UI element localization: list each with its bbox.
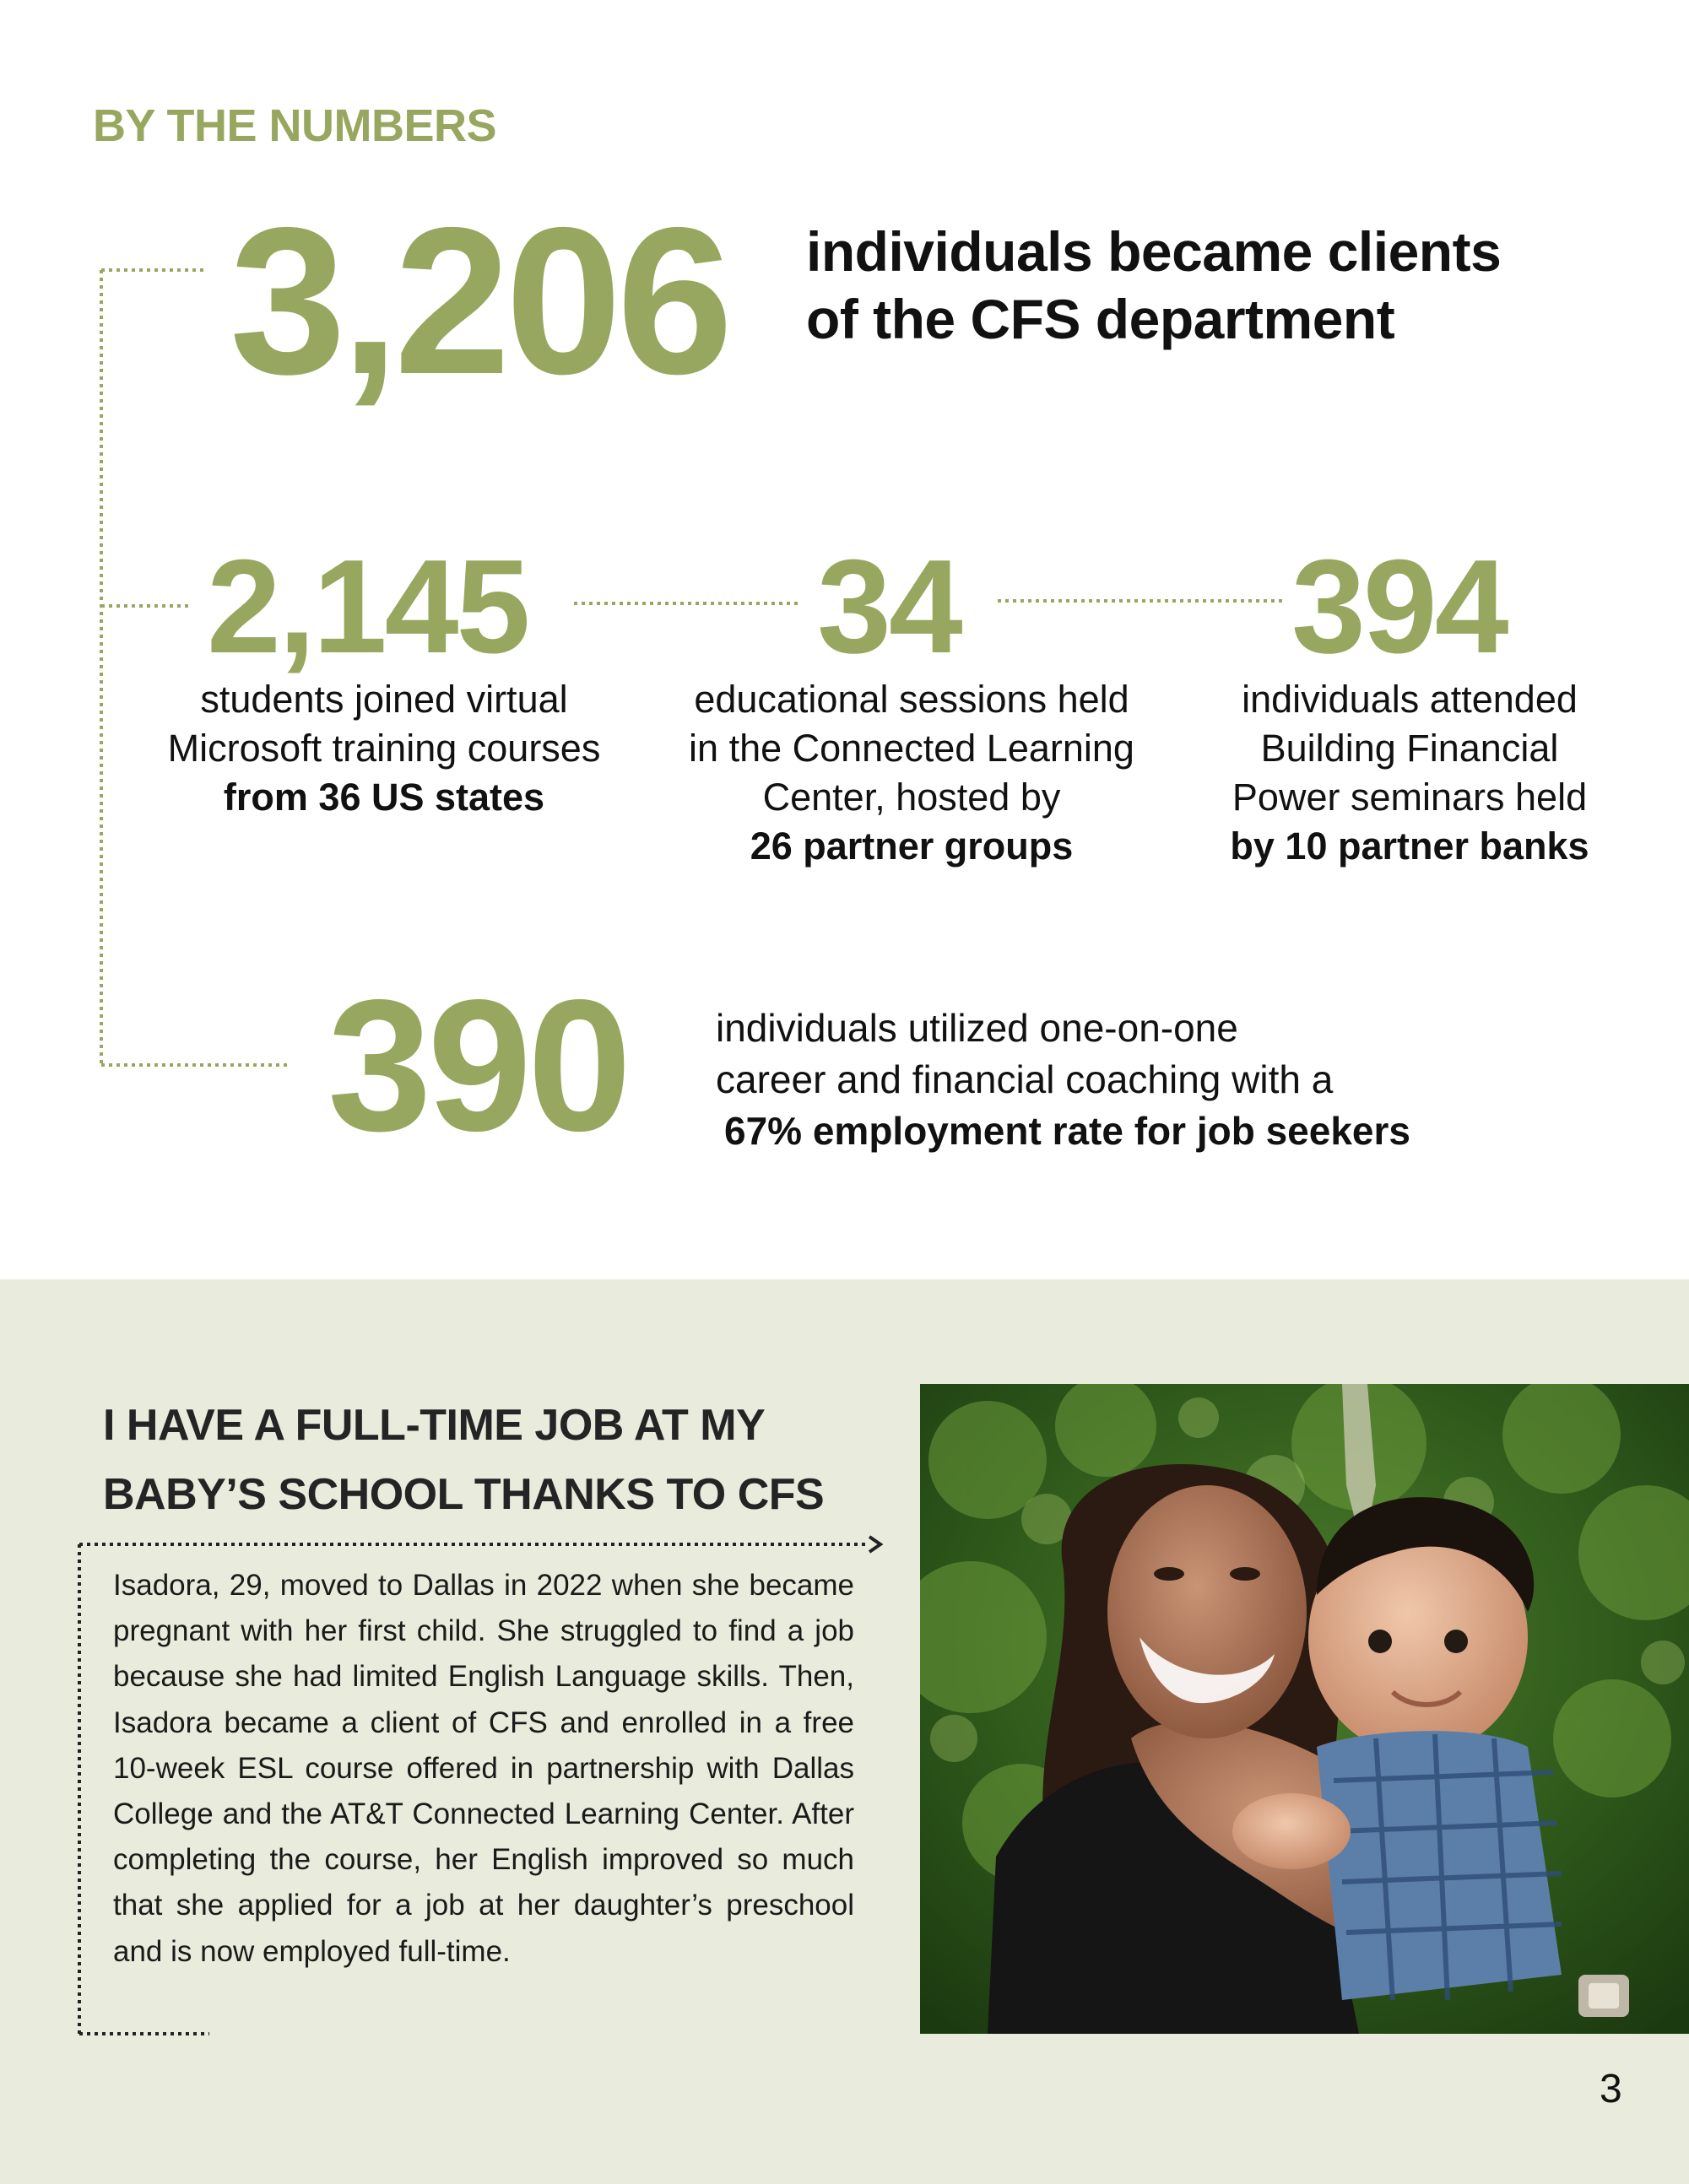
stat-sessions-bold: 26 partner groups	[750, 824, 1074, 868]
story-heading-line2: BABY’S SCHOOL THANKS TO CFS	[103, 1470, 825, 1519]
story-body: Isadora, 29, moved to Dallas in 2022 when she became pregnant with her first child. She struggled to find a job because she had limited English Language skills. Then, Isadora became a client of CFS and enrolled in a free 10-week ESL course offered in partnership with Dallas College and the AT&T Connected Learning Center. After completing the course, her English improved so much that she applied for a job at her daughter’s preschool and is now employed full-time.	[113, 1569, 854, 1968]
stat-microsoft-line2: Microsoft training courses	[167, 727, 601, 770]
stat-coaching-line1: individuals utilized one-on-one	[716, 1006, 1238, 1050]
stat-coaching-number: 390	[328, 961, 628, 1170]
stat-microsoft-bold: from 36 US states	[223, 776, 545, 819]
story-heading-line1: I HAVE A FULL-TIME JOB AT MY	[103, 1401, 766, 1450]
stat-microsoft-number: 2,145	[207, 532, 528, 681]
stat-seminars-number: 394	[1291, 532, 1507, 681]
stat-sessions-line1: educational sessions held	[694, 678, 1129, 721]
stat-sessions-line2: in the Connected Learning	[689, 727, 1134, 770]
stat-seminars-line2: Building Financial	[1260, 727, 1559, 770]
page-number: 3	[1600, 2067, 1622, 2111]
story-photo	[920, 1384, 1689, 2034]
stat-seminars-bold: by 10 partner banks	[1230, 824, 1589, 868]
stat-sessions-line3: Center, hosted by	[762, 776, 1061, 819]
stat-sessions-number: 34	[817, 532, 961, 681]
stat-clients-label-line2: of the CFS department	[806, 288, 1395, 350]
stat-seminars-line1: individuals attended	[1242, 678, 1578, 721]
section-title: BY THE NUMBERS	[93, 100, 497, 151]
mother-baby-photo	[920, 1384, 1689, 2034]
stat-microsoft-line1: students joined virtual	[200, 678, 568, 721]
stat-coaching-line2: career and financial coaching with a	[716, 1057, 1334, 1101]
stat-seminars-line3: Power seminars held	[1232, 776, 1588, 819]
stat-coaching-bold: 67% employment rate for job seekers	[724, 1109, 1410, 1153]
stat-clients-label-line1: individuals became clients	[806, 220, 1502, 283]
stat-clients-number: 3,206	[230, 183, 728, 418]
